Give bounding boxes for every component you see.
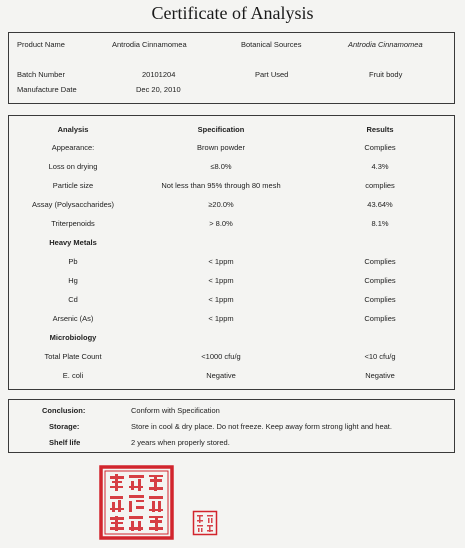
row-analysis: Appearance: — [51, 143, 95, 152]
row-analysis: E. coli — [62, 371, 84, 380]
section-microbiology: Microbiology — [49, 333, 97, 342]
row-analysis: Loss on drying — [48, 162, 98, 171]
company-seal-stamp — [98, 464, 175, 541]
row-spec: Not less than 95% through 80 mesh — [161, 181, 281, 190]
shelf-life-value: 2 years when properly stored. — [131, 438, 230, 447]
row-spec: < 1ppm — [208, 295, 234, 304]
row-result: 4.3% — [371, 162, 389, 171]
row-spec: ≥20.0% — [208, 200, 234, 209]
section-heavy-metals: Heavy Metals — [49, 238, 97, 247]
row-spec: < 1ppm — [208, 257, 234, 266]
manufacture-date-label: Manufacture Date — [17, 85, 77, 94]
row-result: complies — [365, 181, 395, 190]
conclusion-value: Conform with Specification — [131, 406, 220, 415]
batch-number-value: 20101204 — [142, 70, 176, 79]
row-spec: ≤8.0% — [210, 162, 232, 171]
row-spec: < 1ppm — [208, 314, 234, 323]
product-info-box — [8, 32, 455, 104]
row-analysis: Cd — [68, 295, 78, 304]
row-result: Complies — [364, 257, 396, 266]
row-analysis: Hg — [68, 276, 78, 285]
product-name-value: Antrodia Cinnamomea — [112, 40, 187, 49]
row-result: Complies — [364, 143, 396, 152]
row-result: Negative — [365, 371, 395, 380]
botanical-sources-value: Antrodia Cinnamomea — [348, 40, 423, 49]
conclusion-label: Conclusion: — [42, 406, 86, 415]
product-name-label: Product Name — [17, 40, 65, 49]
header-analysis: Analysis — [57, 125, 89, 134]
document-title: Certificate of Analysis — [151, 3, 314, 23]
row-analysis: Total Plate Count — [44, 352, 102, 361]
shelf-life-label: Shelf life — [49, 438, 81, 447]
row-analysis: Particle size — [52, 181, 94, 190]
header-specification: Specification — [197, 125, 245, 134]
row-spec: Negative — [206, 371, 236, 380]
row-result: 8.1% — [371, 219, 389, 228]
part-used-value: Fruit body — [369, 70, 403, 79]
analysis-table-box — [8, 115, 455, 390]
header-results: Results — [366, 125, 394, 134]
batch-number-label: Batch Number — [17, 70, 65, 79]
row-result: Complies — [364, 314, 396, 323]
row-spec: Brown powder — [197, 143, 245, 152]
storage-value: Store in cool & dry place. Do not freeze. Keep away form strong light and heat. — [131, 422, 392, 431]
botanical-sources-label: Botanical Sources — [241, 40, 302, 49]
manufacture-date-value: Dec 20, 2010 — [136, 85, 181, 94]
row-result: Complies — [364, 276, 396, 285]
part-used-label: Part Used — [255, 70, 289, 79]
row-analysis: Arsenic (As) — [52, 314, 94, 323]
personal-seal-stamp — [192, 510, 218, 536]
row-result: Complies — [364, 295, 396, 304]
row-analysis: Pb — [68, 257, 78, 266]
storage-label: Storage: — [49, 422, 80, 431]
row-spec: > 8.0% — [209, 219, 233, 228]
row-result: <10 cfu/g — [364, 352, 396, 361]
row-analysis: Triterpenoids — [51, 219, 95, 228]
row-result: 43.64% — [367, 200, 393, 209]
conclusion-box — [8, 399, 455, 453]
row-spec: <1000 cfu/g — [201, 352, 241, 361]
row-spec: < 1ppm — [208, 276, 234, 285]
row-analysis: Assay (Polysaccharides) — [31, 200, 115, 209]
